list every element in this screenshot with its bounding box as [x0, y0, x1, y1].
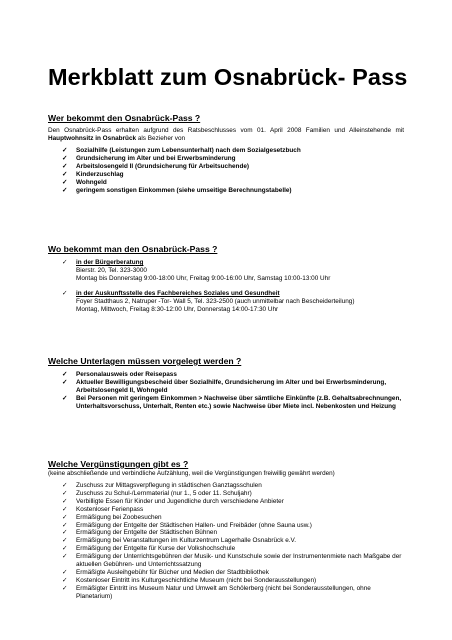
location-address: Bierstr. 20, Tel. 323-3000 — [76, 266, 147, 274]
list-item-text: Kostenloser Ferienpass — [76, 505, 144, 513]
checkmark-icon: ✓ — [62, 584, 68, 592]
list-item — [48, 490, 404, 498]
list-item-text: Kostenloser Eintritt ins Kulturgeschichtliche Museum (nicht bei Sonderausstellungen) — [76, 576, 317, 584]
list-item-text: Wohngeld — [76, 179, 107, 187]
benefits-note: (keine abschließende und verbindliche Aufzählung, weil die Vergünstigungen freiwillig gewährt werden) — [48, 470, 335, 477]
list-item — [48, 545, 404, 553]
list-item — [48, 171, 404, 179]
list-item — [48, 529, 404, 537]
list-item-text: Ermäßigung der Unterrichtsgebühren der Musik- und Kunstschule sowie der Instrumentenmiete nach Maßgabe der aktuellen Gebühren- und Unterrichtssatzung — [76, 553, 402, 569]
list-item — [48, 395, 404, 411]
checkmark-icon: ✓ — [62, 179, 68, 187]
list-item-text: Ermäßigter Eintritt ins Museum Natur und Umwelt am Schölerberg (nicht bei Sonderausstellungen, ohne Planetarium) — [76, 584, 371, 600]
intro-text-a: Den Osnabrück-Pass erhalten aufgrund des Ratsbeschlusses vom 01. April 2008 Familien und Alleinstehende mit — [48, 127, 404, 134]
list-item-text: Zuschuss zur Mittagsverpflegung in städtischen Ganztagsschulen — [76, 482, 262, 489]
location-name: in der Auskunftsstelle des Fachbereiches Soziales und Gesundheit — [76, 289, 280, 297]
checkmark-icon: ✓ — [62, 521, 68, 529]
list-item — [48, 514, 404, 522]
location-item — [48, 259, 404, 283]
checkmark-icon: ✓ — [62, 553, 68, 561]
list-item-text: Personalausweis oder Reisepass — [76, 371, 177, 378]
checkmark-icon: ✓ — [62, 171, 68, 179]
benefits-list — [48, 482, 404, 601]
list-item-text: Ermäßigung der Entgelte der Städtischen Hallen- und Freibäder (ohne Sauna usw.) — [76, 521, 312, 529]
location-hours: Montag, Mittwoch, Freitag 8:30-12:00 Uhr, Donnerstag 14:00-17:30 Uhr — [76, 305, 279, 313]
section-who — [48, 113, 404, 195]
list-item — [48, 506, 404, 514]
section-heading-where: Wo bekommt man den Osnabrück-Pass ? — [48, 244, 218, 254]
list-item-text: geringem sonstigen Einkommen (siehe umseitige Berechnungstabelle) — [76, 186, 292, 194]
list-item — [48, 379, 404, 395]
checkmark-icon: ✓ — [62, 394, 68, 402]
list-item-text: Ermäßigte Ausleihgebühr für Bücher und Medien der Stadtbibliothek — [76, 568, 269, 576]
section-benefits — [48, 459, 404, 601]
list-item — [48, 498, 404, 506]
intro-paragraph — [48, 127, 404, 143]
location-address: Foyer Stadthaus 2, Natruper -Tor- Wall 5, Tel. 323-2500 (auch unmittelbar nach Bescheiderteilung) — [76, 297, 355, 305]
list-item-text: Grundsicherung im Alter und bei Erwerbsminderung — [76, 155, 236, 163]
eligibility-list — [48, 147, 404, 194]
list-item — [48, 577, 404, 585]
checkmark-icon: ✓ — [62, 371, 68, 378]
checkmark-icon: ✓ — [62, 155, 68, 163]
list-item-text: Aktueller Bewilligungsbescheid über Sozialhilfe, Grundsicherung im Alter und bei Erwerbsminderung, Arbeitslosengeld II, Wohngeld — [76, 378, 387, 394]
list-item — [48, 585, 404, 601]
section-heading-who: Wer bekommt den Osnabrück-Pass ? — [48, 113, 201, 123]
list-item — [48, 522, 404, 530]
list-item-text: Ermäßigung der Entgelte für Kurse der Volkshochschule — [76, 545, 236, 553]
checkmark-icon: ✓ — [62, 513, 68, 521]
section-heading-benefits: Welche Vergünstigungen gibt es ? — [48, 459, 189, 469]
checkmark-icon: ✓ — [62, 482, 68, 489]
intro-text-bold: Hauptwohnsitz in Osnabrück — [48, 135, 137, 143]
list-item-text: Arbeitslosengeld II (Grundsicherung für Arbeitsuchende) — [76, 163, 250, 171]
documents-list — [48, 371, 404, 411]
list-item-text: Ermäßigung bei Zoobesuchen — [76, 513, 162, 521]
list-item — [48, 482, 404, 490]
section-where — [48, 244, 404, 313]
intro-text-c: als Bezieher von — [136, 135, 186, 143]
checkmark-icon: ✓ — [62, 186, 68, 194]
checkmark-icon: ✓ — [62, 537, 68, 545]
location-hours: Montag bis Donnerstag 9:00-18:00 Uhr, Freitag 9:00-16:00 Uhr, Samstag 10:00-13:00 Uhr — [76, 274, 331, 282]
checkmark-icon: ✓ — [62, 163, 68, 171]
page-title: Merkblatt zum Osnabrück- Pass — [48, 64, 408, 90]
checkmark-icon: ✓ — [62, 147, 68, 155]
list-item — [48, 569, 404, 577]
list-item-text: Ermäßigung bei Veranstaltungen im Kulturzentrum Lagerhalle Osnabrück e.V. — [76, 537, 297, 545]
list-item-text: Verbilligte Essen für Kinder und Jugendliche durch verschiedene Anbieter — [76, 497, 284, 505]
list-item — [48, 179, 404, 187]
list-item — [48, 147, 404, 155]
location-list — [48, 259, 404, 313]
checkmark-icon: ✓ — [62, 378, 68, 386]
list-item — [48, 537, 404, 545]
checkmark-icon: ✓ — [62, 505, 68, 513]
section-documents — [48, 356, 404, 411]
checkmark-icon: ✓ — [62, 259, 68, 266]
list-item — [48, 155, 404, 163]
checkmark-icon: ✓ — [62, 545, 68, 553]
list-item-text: Ermäßigung der Entgelte der Städtischen Bühnen — [76, 529, 218, 537]
checkmark-icon: ✓ — [62, 289, 68, 297]
checkmark-icon: ✓ — [62, 576, 68, 584]
checkmark-icon: ✓ — [62, 529, 68, 537]
section-heading-documents: Welche Unterlagen müssen vorgelegt werden ? — [48, 356, 242, 366]
checkmark-icon: ✓ — [62, 568, 68, 576]
list-item — [48, 163, 404, 171]
checkmark-icon: ✓ — [62, 497, 68, 505]
location-item — [48, 290, 404, 314]
list-item-text: Zuschuss zu Schul-/Lernmaterial (nur 1., 5 oder 11. Schuljahr) — [76, 489, 252, 497]
list-item — [48, 187, 404, 195]
checkmark-icon: ✓ — [62, 489, 68, 497]
list-item — [48, 371, 404, 379]
location-name: in der Bürgerberatung — [76, 259, 144, 266]
list-item-text: Sozialhilfe (Leistungen zum Lebensunterhalt) nach dem Sozialgesetzbuch — [76, 147, 301, 155]
list-item-text: Bei Personen mit geringem Einkommen > Nachweise über sämtliche Einkünfte (z.B. Gehaltsabrechnungen, Unterhaltsvorschuss, Unterhalt, Renten etc.) sowie Nachweise über Miete incl. Nebenkosten und Heizung — [76, 394, 402, 410]
list-item — [48, 553, 404, 569]
list-item-text: Kinderzuschlag — [76, 171, 124, 179]
